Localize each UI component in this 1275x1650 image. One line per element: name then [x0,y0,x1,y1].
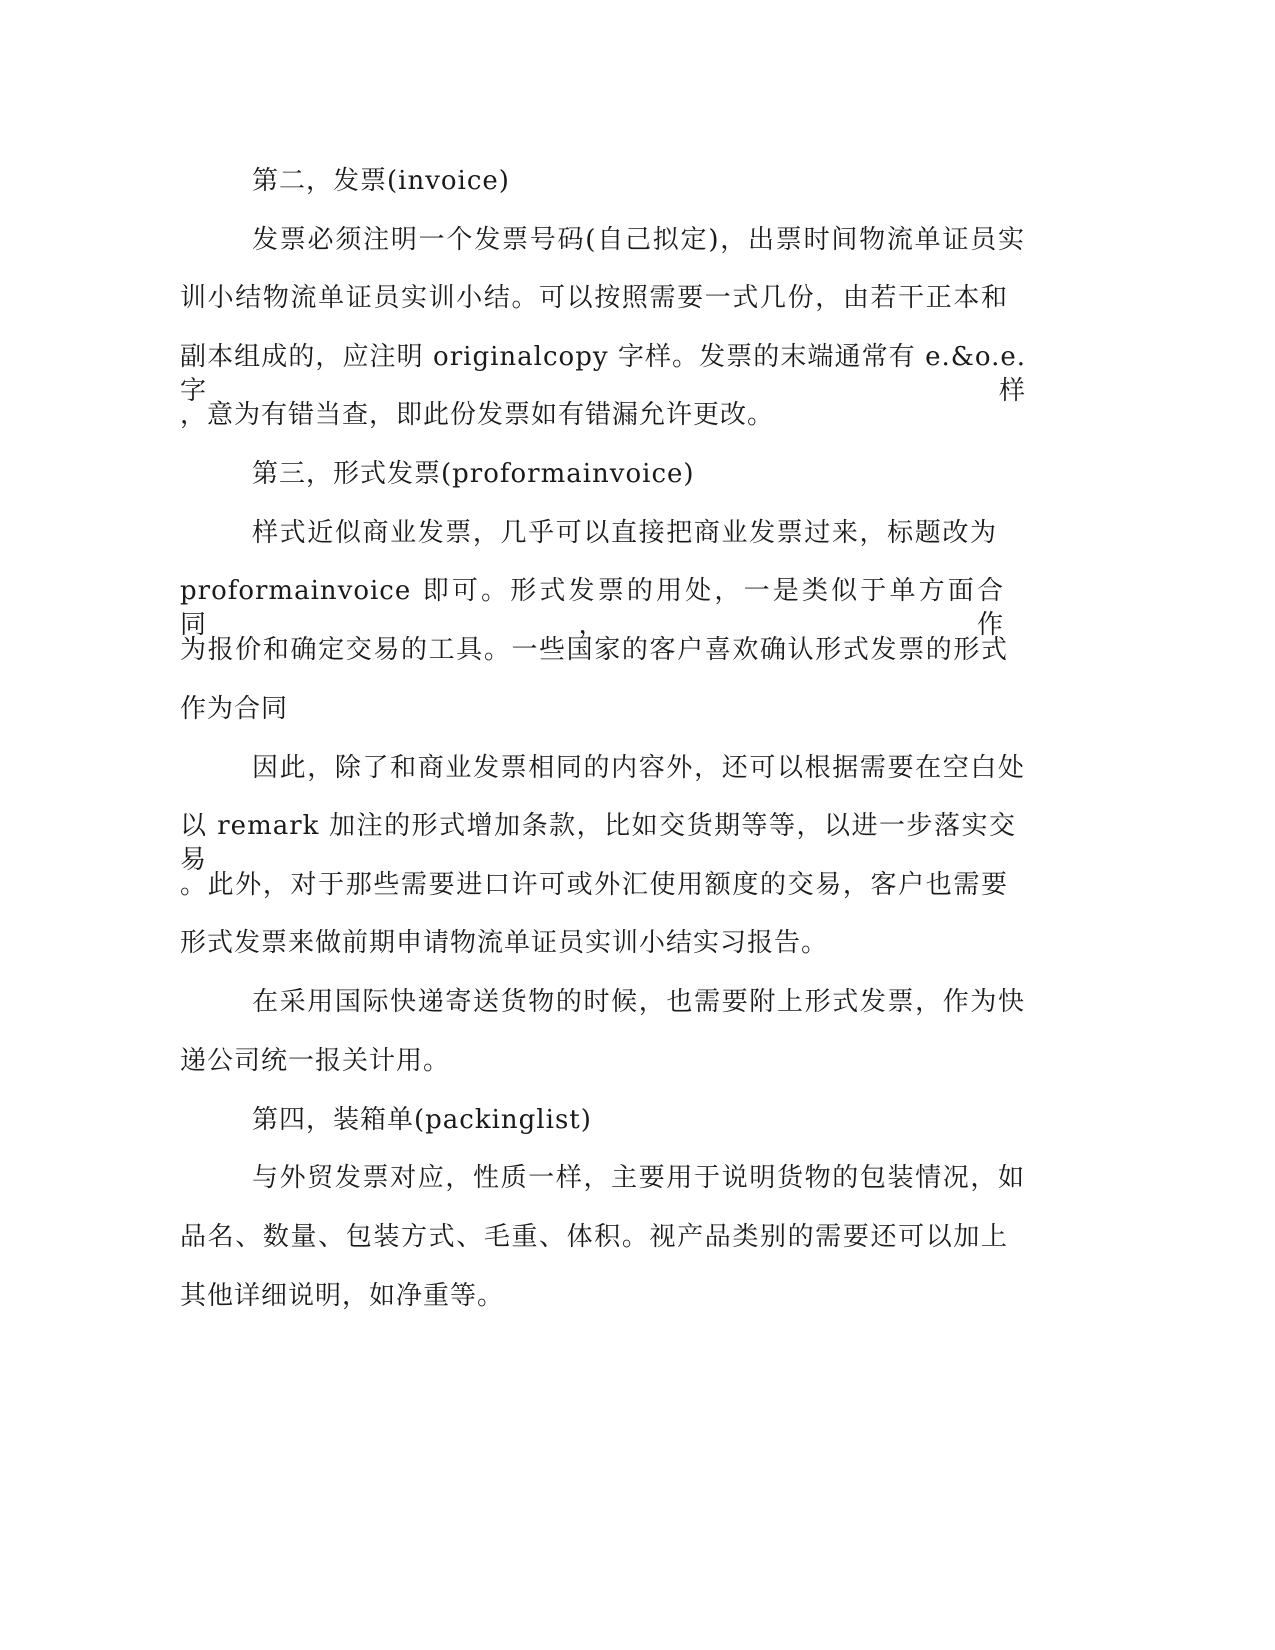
paragraph-line: 以 remark 加注的形式增加条款，比如交货期等等，以进一步落实交易 [180,811,1016,875]
heading-proforma-invoice: 第三，形式发票(proformainvoice) [252,459,695,489]
heading-invoice: 第二，发票(invoice) [252,166,510,196]
paragraph-line: proformainvoice 即可。形式发票的用处，一是类似于单方面合同，作 [180,576,1004,640]
paragraph-line: 形式发票来做前期申请物流单证员实训小结实习报告。 [180,928,829,958]
paragraph-line: 其他详细说明，如净重等。 [180,1281,505,1311]
heading-packing-list: 第四，装箱单(packinglist) [252,1105,592,1135]
paragraph-line: 发票必须注明一个发票号码(自己拟定)，出票时间物流单证员实 [252,225,1025,255]
paragraph-line: ，意为有错当查，即此份发票如有错漏允许更改。 [180,400,775,430]
paragraph-line: 副本组成的，应注明 originalcopy 字样。发票的末端通常有 e.&o.e.字样 [180,342,1026,406]
paragraph-line: 为报价和确定交易的工具。一些国家的客户喜欢确认形式发票的形式 [180,635,1008,665]
paragraph-line: 。此外，对于那些需要进口许可或外汇使用额度的交易，客户也需要 [180,870,1008,900]
paragraph-line: 因此，除了和商业发票相同的内容外，还可以根据需要在空白处 [252,753,1025,783]
paragraph-line: 样式近似商业发票，几乎可以直接把商业发票过来，标题改为 [252,518,997,548]
paragraph-line: 在采用国际快递寄送货物的时候，也需要附上形式发票，作为快 [252,987,1025,1017]
paragraph-line: 品名、数量、包装方式、毛重、体积。视产品类别的需要还可以加上 [180,1222,1008,1252]
paragraph-line: 训小结物流单证员实训小结。可以按照需要一式几份，由若干正本和 [180,283,1008,313]
paragraph-line: 与外贸发票对应，性质一样，主要用于说明货物的包装情况，如 [252,1163,1025,1193]
paragraph-line: 递公司统一报关计用。 [180,1046,451,1076]
paragraph-line: 作为合同 [180,694,289,724]
